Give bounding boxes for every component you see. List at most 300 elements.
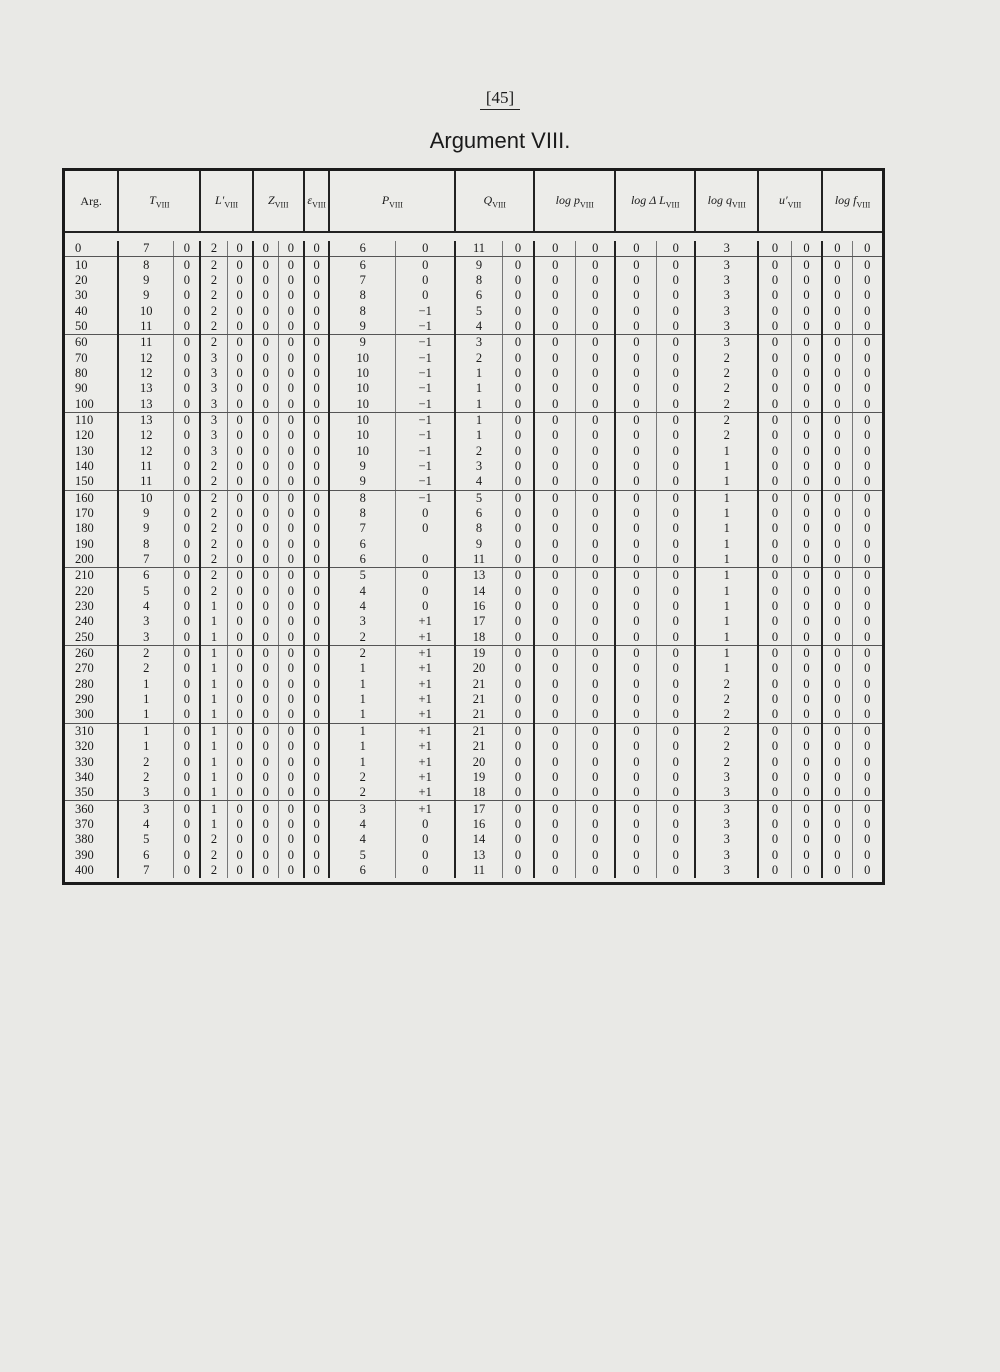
value-cell: 0 bbox=[502, 785, 534, 801]
value-cell: 0 bbox=[576, 707, 615, 723]
value-cell: 0 bbox=[304, 584, 330, 599]
value-cell: 0 bbox=[852, 677, 882, 692]
value-cell: 1 bbox=[200, 754, 227, 769]
value-cell: 0 bbox=[174, 319, 201, 335]
value-cell: 0 bbox=[227, 350, 253, 365]
value-cell: 0 bbox=[174, 785, 201, 801]
value-cell: 3 bbox=[118, 801, 173, 817]
value-cell: 0 bbox=[791, 319, 822, 335]
value-cell: 0 bbox=[304, 366, 330, 381]
value-cell: 0 bbox=[253, 707, 279, 723]
value-cell: −1 bbox=[396, 443, 456, 458]
arg-cell: 350 bbox=[65, 785, 118, 801]
value-cell: 0 bbox=[576, 506, 615, 521]
arg-cell: 280 bbox=[75, 676, 94, 691]
value-cell: 3 bbox=[695, 273, 758, 288]
value-cell: 0 bbox=[304, 288, 330, 303]
value-cell: 0 bbox=[657, 584, 695, 599]
value-cell: 0 bbox=[502, 459, 534, 474]
value-cell: 0 bbox=[791, 350, 822, 365]
value-cell: 0 bbox=[534, 428, 576, 443]
value-cell: 0 bbox=[227, 754, 253, 769]
value-cell: 21 bbox=[455, 707, 502, 723]
value-cell: 0 bbox=[253, 443, 279, 458]
value-cell: 0 bbox=[174, 677, 201, 692]
value-cell: 0 bbox=[304, 459, 330, 474]
value-cell: 0 bbox=[758, 412, 791, 428]
value-cell: 0 bbox=[227, 273, 253, 288]
value-cell: 6 bbox=[118, 847, 173, 862]
value-cell: 5 bbox=[118, 832, 173, 847]
value-cell: 1 bbox=[695, 443, 758, 458]
value-cell: 0 bbox=[791, 288, 822, 303]
value-cell: 7 bbox=[329, 521, 395, 536]
page-number-text: [45] bbox=[480, 88, 520, 110]
value-cell: 0 bbox=[576, 817, 615, 832]
value-cell: 0 bbox=[576, 614, 615, 629]
value-cell: 0 bbox=[253, 847, 279, 862]
value-cell: 0 bbox=[502, 537, 534, 552]
value-cell: 0 bbox=[576, 428, 615, 443]
value-cell: 2 bbox=[200, 257, 227, 273]
value-cell: 0 bbox=[822, 801, 852, 817]
value-cell: 0 bbox=[758, 443, 791, 458]
value-cell: 0 bbox=[253, 552, 279, 568]
value-cell: 0 bbox=[304, 303, 330, 318]
value-cell: 7 bbox=[118, 863, 173, 878]
value-cell: 11 bbox=[455, 552, 502, 568]
value-cell: 6 bbox=[329, 552, 395, 568]
value-cell: 2 bbox=[200, 832, 227, 847]
value-cell: 0 bbox=[758, 288, 791, 303]
value-cell: 0 bbox=[534, 723, 576, 739]
value-cell: 2 bbox=[200, 506, 227, 521]
value-cell: 0 bbox=[227, 241, 253, 257]
table-row bbox=[65, 739, 882, 754]
value-cell: 0 bbox=[502, 381, 534, 396]
value-cell: 0 bbox=[534, 521, 576, 536]
value-cell: 0 bbox=[852, 692, 882, 707]
value-cell: 10 bbox=[329, 428, 395, 443]
value-cell: 0 bbox=[791, 428, 822, 443]
value-cell: 0 bbox=[791, 506, 822, 521]
value-cell: 0 bbox=[657, 303, 695, 318]
value-cell: 0 bbox=[576, 584, 615, 599]
value-cell: 0 bbox=[576, 241, 615, 257]
table-row bbox=[65, 832, 882, 847]
value-cell: 0 bbox=[278, 599, 304, 614]
value-cell: 12 bbox=[118, 428, 173, 443]
value-cell: 11 bbox=[118, 474, 173, 490]
value-cell: 0 bbox=[791, 677, 822, 692]
value-cell: 0 bbox=[576, 474, 615, 490]
value-cell: 0 bbox=[822, 335, 852, 351]
value-cell: 1 bbox=[200, 614, 227, 629]
value-cell: 0 bbox=[227, 863, 253, 878]
value-cell: 2 bbox=[200, 241, 227, 257]
value-cell: +1 bbox=[396, 692, 456, 707]
value-cell: 0 bbox=[278, 568, 304, 584]
value-cell: 0 bbox=[304, 754, 330, 769]
value-cell: 0 bbox=[758, 521, 791, 536]
value-cell: 5 bbox=[455, 490, 502, 506]
value-cell: 0 bbox=[174, 707, 201, 723]
value-cell: 0 bbox=[534, 412, 576, 428]
value-cell: 0 bbox=[304, 335, 330, 351]
value-cell: 0 bbox=[758, 739, 791, 754]
arg-cell: 100 bbox=[65, 396, 118, 412]
table-row bbox=[65, 350, 882, 365]
value-cell: 21 bbox=[455, 723, 502, 739]
value-cell: 0 bbox=[502, 568, 534, 584]
value-cell: 1 bbox=[695, 568, 758, 584]
value-cell: 0 bbox=[615, 428, 657, 443]
value-cell: 0 bbox=[791, 723, 822, 739]
value-cell: 0 bbox=[304, 817, 330, 832]
value-cell: 0 bbox=[278, 847, 304, 862]
value-cell: 1 bbox=[329, 739, 395, 754]
value-cell: 0 bbox=[227, 599, 253, 614]
value-cell: 0 bbox=[791, 335, 822, 351]
value-cell: 0 bbox=[615, 692, 657, 707]
col-header-log-delta-l: log Δ $L_{VIII}$ bbox=[615, 171, 695, 232]
value-cell: 0 bbox=[791, 801, 822, 817]
value-cell: 0 bbox=[615, 490, 657, 506]
value-cell: 0 bbox=[852, 785, 882, 801]
value-cell: 13 bbox=[118, 412, 173, 428]
value-cell: 0 bbox=[502, 506, 534, 521]
value-cell: 8 bbox=[455, 273, 502, 288]
value-cell: 0 bbox=[615, 412, 657, 428]
table-row bbox=[65, 552, 882, 568]
value-cell: 0 bbox=[576, 273, 615, 288]
value-cell: 0 bbox=[227, 521, 253, 536]
value-cell: 0 bbox=[534, 863, 576, 878]
col-header-l: $L'_{VIII}$ bbox=[200, 171, 252, 232]
value-cell: 0 bbox=[852, 257, 882, 273]
value-cell: 4 bbox=[118, 599, 173, 614]
value-cell: 0 bbox=[278, 754, 304, 769]
value-cell: 0 bbox=[657, 754, 695, 769]
col-header-log-p: $\log p_{VIII}$ bbox=[534, 171, 615, 232]
value-cell: 0 bbox=[304, 677, 330, 692]
value-cell: 2 bbox=[695, 707, 758, 723]
value-cell: 0 bbox=[396, 273, 456, 288]
value-cell: 0 bbox=[253, 614, 279, 629]
value-cell: 1 bbox=[118, 677, 173, 692]
value-cell: 0 bbox=[758, 707, 791, 723]
value-cell: 0 bbox=[278, 490, 304, 506]
table-row bbox=[65, 459, 882, 474]
value-cell: 2 bbox=[695, 396, 758, 412]
value-cell: 0 bbox=[534, 490, 576, 506]
value-cell: 0 bbox=[174, 303, 201, 318]
table-row bbox=[65, 366, 882, 381]
value-cell: 0 bbox=[657, 707, 695, 723]
value-cell: 0 bbox=[576, 350, 615, 365]
value-cell: 0 bbox=[657, 568, 695, 584]
value-cell: −1 bbox=[396, 459, 456, 474]
value-cell: 0 bbox=[852, 537, 882, 552]
value-cell: 0 bbox=[534, 614, 576, 629]
value-cell: 0 bbox=[502, 584, 534, 599]
value-cell: 12 bbox=[118, 443, 173, 458]
value-cell: 0 bbox=[502, 319, 534, 335]
value-cell: 0 bbox=[502, 707, 534, 723]
value-cell: −1 bbox=[396, 366, 456, 381]
table-row bbox=[65, 474, 882, 490]
value-cell: 2 bbox=[455, 350, 502, 365]
value-cell: 0 bbox=[253, 568, 279, 584]
value-cell: 0 bbox=[615, 350, 657, 365]
value-cell: 3 bbox=[695, 832, 758, 847]
value-cell: 1 bbox=[695, 490, 758, 506]
value-cell: 0 bbox=[396, 584, 456, 599]
value-cell: 21 bbox=[455, 739, 502, 754]
value-cell: 0 bbox=[822, 459, 852, 474]
arg-cell: 140 bbox=[75, 458, 94, 473]
value-cell: 0 bbox=[758, 677, 791, 692]
value-cell: 0 bbox=[253, 754, 279, 769]
value-cell: 0 bbox=[576, 847, 615, 862]
value-cell: 0 bbox=[304, 614, 330, 629]
value-cell: 2 bbox=[695, 723, 758, 739]
value-cell: 0 bbox=[174, 428, 201, 443]
value-cell: 0 bbox=[253, 490, 279, 506]
value-cell: 0 bbox=[396, 552, 456, 568]
value-cell: 2 bbox=[200, 335, 227, 351]
value-cell: 0 bbox=[576, 801, 615, 817]
arg-cell: 110 bbox=[75, 412, 94, 427]
value-cell: +1 bbox=[396, 723, 456, 739]
value-cell: 0 bbox=[791, 630, 822, 646]
value-cell: 0 bbox=[278, 521, 304, 536]
value-cell: 11 bbox=[118, 459, 173, 474]
value-cell: 0 bbox=[758, 614, 791, 629]
value-cell: 1 bbox=[455, 412, 502, 428]
value-cell: 0 bbox=[615, 584, 657, 599]
value-cell: 0 bbox=[278, 707, 304, 723]
value-cell: 0 bbox=[822, 521, 852, 536]
value-cell: −1 bbox=[396, 474, 456, 490]
value-cell: 0 bbox=[615, 568, 657, 584]
value-cell: 0 bbox=[174, 645, 201, 661]
value-cell: 9 bbox=[329, 474, 395, 490]
value-cell: 0 bbox=[502, 661, 534, 676]
value-cell: 0 bbox=[174, 412, 201, 428]
value-cell: 9 bbox=[118, 288, 173, 303]
value-cell: 0 bbox=[502, 257, 534, 273]
value-cell: 0 bbox=[791, 474, 822, 490]
value-cell: −1 bbox=[396, 412, 456, 428]
value-cell: −1 bbox=[396, 381, 456, 396]
value-cell: 0 bbox=[822, 630, 852, 646]
value-cell: 0 bbox=[304, 443, 330, 458]
value-cell: 0 bbox=[576, 552, 615, 568]
value-cell: 0 bbox=[253, 506, 279, 521]
value-cell: 0 bbox=[502, 366, 534, 381]
value-cell: 0 bbox=[534, 739, 576, 754]
value-cell: 0 bbox=[227, 537, 253, 552]
value-cell: 0 bbox=[822, 754, 852, 769]
value-cell: 0 bbox=[758, 366, 791, 381]
value-cell: 1 bbox=[200, 801, 227, 817]
value-cell: 0 bbox=[227, 412, 253, 428]
value-cell: 0 bbox=[304, 381, 330, 396]
value-cell: 14 bbox=[455, 832, 502, 847]
value-cell: 0 bbox=[396, 817, 456, 832]
value-cell: 0 bbox=[791, 645, 822, 661]
value-cell: 0 bbox=[227, 584, 253, 599]
value-cell: 0 bbox=[534, 785, 576, 801]
value-cell: 0 bbox=[174, 661, 201, 676]
value-cell: 0 bbox=[174, 817, 201, 832]
value-cell: 0 bbox=[615, 847, 657, 862]
value-cell: 0 bbox=[396, 863, 456, 878]
value-cell: 0 bbox=[278, 785, 304, 801]
value-cell: 0 bbox=[615, 443, 657, 458]
value-cell: −1 bbox=[396, 335, 456, 351]
value-cell: 0 bbox=[852, 723, 882, 739]
value-cell: 1 bbox=[695, 552, 758, 568]
value-cell: 0 bbox=[534, 817, 576, 832]
value-cell: 0 bbox=[174, 599, 201, 614]
value-cell: 0 bbox=[615, 661, 657, 676]
arg-cell: 50 bbox=[65, 319, 118, 335]
value-cell: 6 bbox=[329, 537, 395, 552]
value-cell: +1 bbox=[396, 677, 456, 692]
value-cell: 0 bbox=[822, 506, 852, 521]
value-cell: 0 bbox=[615, 506, 657, 521]
value-cell: 0 bbox=[615, 381, 657, 396]
value-cell: 0 bbox=[615, 335, 657, 351]
value-cell: 1 bbox=[695, 645, 758, 661]
arg-cell: 210 bbox=[75, 568, 94, 583]
arg-cell: 180 bbox=[75, 521, 94, 536]
value-cell: 2 bbox=[200, 537, 227, 552]
value-cell: 0 bbox=[396, 257, 456, 273]
arg-cell: 200 bbox=[65, 552, 118, 568]
value-cell: 0 bbox=[502, 599, 534, 614]
value-cell: 0 bbox=[278, 474, 304, 490]
value-cell: 0 bbox=[534, 288, 576, 303]
value-cell: 0 bbox=[791, 241, 822, 257]
value-cell: 0 bbox=[791, 863, 822, 878]
value-cell: 0 bbox=[791, 832, 822, 847]
value-cell: 0 bbox=[758, 661, 791, 676]
value-cell: 0 bbox=[791, 459, 822, 474]
value-cell: 4 bbox=[329, 832, 395, 847]
value-cell: 0 bbox=[253, 303, 279, 318]
value-cell: 0 bbox=[791, 412, 822, 428]
value-cell: 8 bbox=[329, 506, 395, 521]
value-cell: −1 bbox=[396, 428, 456, 443]
value-cell: 9 bbox=[118, 506, 173, 521]
value-cell: 0 bbox=[253, 537, 279, 552]
value-cell: 0 bbox=[174, 257, 201, 273]
table-row bbox=[65, 770, 882, 785]
value-cell: 0 bbox=[657, 863, 695, 878]
value-cell: 0 bbox=[253, 428, 279, 443]
value-cell: 0 bbox=[304, 537, 330, 552]
table-row bbox=[65, 677, 882, 692]
value-cell: 0 bbox=[615, 273, 657, 288]
value-cell: 0 bbox=[791, 381, 822, 396]
value-cell: 11 bbox=[118, 335, 173, 351]
value-cell: 2 bbox=[695, 754, 758, 769]
value-cell: 2 bbox=[200, 490, 227, 506]
arg-cell: 220 bbox=[75, 583, 94, 598]
value-cell: 0 bbox=[278, 335, 304, 351]
value-cell: 0 bbox=[278, 381, 304, 396]
value-cell: 0 bbox=[822, 661, 852, 676]
value-cell: 0 bbox=[174, 521, 201, 536]
value-cell: 0 bbox=[534, 381, 576, 396]
value-cell: 0 bbox=[576, 412, 615, 428]
table-row bbox=[65, 412, 882, 428]
value-cell: 0 bbox=[502, 723, 534, 739]
value-cell: 0 bbox=[657, 443, 695, 458]
value-cell: 0 bbox=[534, 443, 576, 458]
value-cell: 7 bbox=[329, 273, 395, 288]
value-cell: 0 bbox=[304, 428, 330, 443]
value-cell: 0 bbox=[502, 770, 534, 785]
value-cell: 0 bbox=[227, 723, 253, 739]
value-cell: 0 bbox=[253, 630, 279, 646]
value-cell: 0 bbox=[174, 241, 201, 257]
value-cell: 0 bbox=[227, 257, 253, 273]
arg-cell: 230 bbox=[75, 599, 94, 614]
value-cell: 0 bbox=[615, 801, 657, 817]
value-cell: 1 bbox=[200, 739, 227, 754]
value-cell: 0 bbox=[304, 847, 330, 862]
value-cell: 0 bbox=[822, 412, 852, 428]
value-cell: 0 bbox=[253, 817, 279, 832]
value-cell: 0 bbox=[304, 490, 330, 506]
value-cell: 0 bbox=[822, 273, 852, 288]
value-cell: 3 bbox=[200, 381, 227, 396]
value-cell: 20 bbox=[455, 754, 502, 769]
value-cell: 0 bbox=[227, 817, 253, 832]
value-cell: 10 bbox=[329, 396, 395, 412]
value-cell: 0 bbox=[227, 785, 253, 801]
value-cell: 0 bbox=[657, 366, 695, 381]
value-cell: 0 bbox=[576, 832, 615, 847]
value-cell: 0 bbox=[227, 381, 253, 396]
value-cell: 0 bbox=[304, 785, 330, 801]
value-cell: 0 bbox=[791, 257, 822, 273]
value-cell: 0 bbox=[278, 303, 304, 318]
value-cell: 0 bbox=[657, 428, 695, 443]
value-cell: 18 bbox=[455, 785, 502, 801]
col-header-q: $Q_{VIII}$ bbox=[455, 171, 534, 232]
value-cell: 2 bbox=[329, 770, 395, 785]
value-cell: 0 bbox=[227, 801, 253, 817]
table-row bbox=[65, 490, 882, 506]
value-cell: 3 bbox=[118, 630, 173, 646]
value-cell: 0 bbox=[396, 506, 456, 521]
value-cell: 6 bbox=[329, 241, 395, 257]
table-row bbox=[65, 584, 882, 599]
value-cell: 4 bbox=[329, 584, 395, 599]
value-cell: 6 bbox=[329, 863, 395, 878]
value-cell: 0 bbox=[253, 770, 279, 785]
value-cell: 0 bbox=[822, 552, 852, 568]
value-cell: 0 bbox=[502, 350, 534, 365]
value-cell: 2 bbox=[200, 273, 227, 288]
value-cell: 0 bbox=[852, 847, 882, 862]
value-cell: 1 bbox=[200, 723, 227, 739]
